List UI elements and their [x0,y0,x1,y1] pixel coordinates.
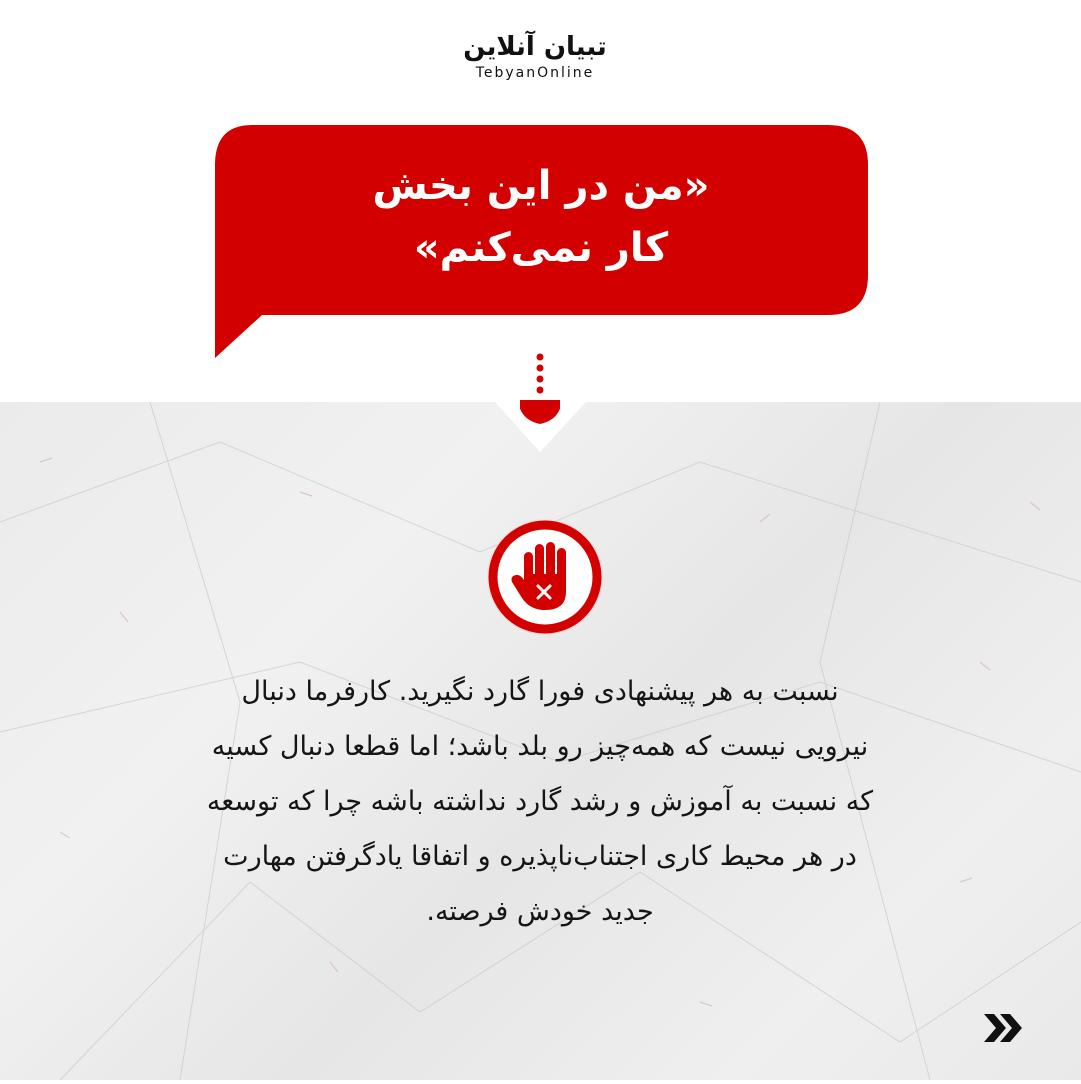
body-line-3: که نسبت به آموزش و رشد گارد نداشته باشه چرا که توسعه [206,786,874,817]
body-line-4: در هر محیط کاری اجتناب‌ناپذیره و اتفاقا یادگرفتن مهارت [223,841,857,872]
body-line-5: جدید خودش فرصته. [426,896,654,927]
body-line-2: نیرویی نیست که همه‌چیز رو بلد باشد؛ اما قطعا دنبال کسیه [211,731,869,762]
brand-name-en: TebyanOnline [475,65,595,81]
headline-line-2: کار نمی‌کنم» [413,225,669,271]
stop-hand-icon [480,512,610,642]
brand-name-fa: تبیان آنلاین [463,32,607,62]
headline-line-1: «من در این بخش [372,163,710,209]
body-line-1: نسبت به هر پیشنهادی فورا گارد نگیرید. کارفرما دنبال [241,676,839,707]
down-arrow-icon [520,350,560,430]
double-chevron-right-icon[interactable] [982,1012,1024,1044]
body-paragraph [140,664,940,939]
headline [215,155,867,305]
